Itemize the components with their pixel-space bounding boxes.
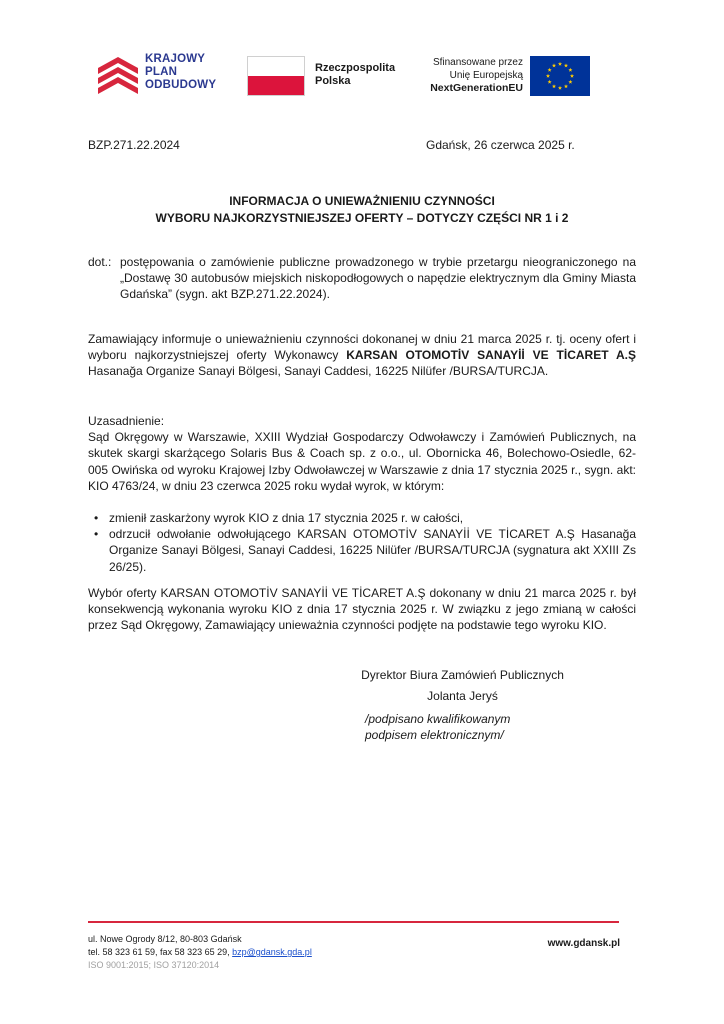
title-line-1: INFORMACJA O UNIEWAŻNIENIU CZYNNOŚCI xyxy=(229,194,495,208)
footer-contact xyxy=(88,933,312,972)
reference-number: BZP.271.22.2024 xyxy=(88,138,180,152)
signature-note xyxy=(365,711,510,743)
kpo-emblem-icon xyxy=(98,54,144,100)
polish-flag-icon xyxy=(247,56,305,96)
footer-address: ul. Nowe Ogrody 8/12, 80-803 Gdańsk xyxy=(88,934,242,944)
signature-note-line-1: /podpisano kwalifikowanym xyxy=(365,712,511,726)
kpo-line-1: KRAJOWY xyxy=(145,53,206,65)
eu-line-2: Unię Europejską xyxy=(449,70,523,81)
eu-flag-icon xyxy=(530,56,590,96)
subject-text: postępowania o zamówienie publiczne prowadzonego w trybie przetargu nieograniczonego na „Dostawę 30 autobusów miejskich niskopodłogowych o napędzie elektrycznym dla Gminy Miasta Gdańska” (sygn. akt BZP.271.22.2024). xyxy=(120,255,636,302)
kpo-wordmark xyxy=(145,53,216,92)
p1-after: Hasanağa Organize Sanayi Bölgesi, Sanayi Caddesi, 16225 Nilüfer /BURSA/TURCJA. xyxy=(88,364,549,379)
footer-email-link[interactable]: bzp@gdansk.gda.pl xyxy=(232,947,312,957)
signature-name: Jolanta Jeryś xyxy=(427,689,498,703)
justification-section xyxy=(88,413,636,494)
footer-divider xyxy=(88,921,619,923)
footer-phones: tel. 58 323 61 59, fax 58 323 65 29, xyxy=(88,947,233,957)
kpo-line-3: ODBUDOWY xyxy=(145,79,217,91)
justification-text: Sąd Okręgowy w Warszawie, XXIII Wydział Gospodarczy Odwoławczy i Zamówień Publicznych, na skutek skargi skarżącego Solaris Bus & Coach sp. z o.o., ul. Obornicka 46, Bolechowo-Osiedle, 62-005 Owińska od wyroku Krajowej Izby Odwoławczej w Warszawie z dnia 17 stycznia 2025 r., sygn. akt: KIO 4763/24, w dniu 23 czerwca 2025 roku wydał wyrok, w którym: xyxy=(88,430,636,493)
justification-label: Uzasadnienie: xyxy=(88,414,165,428)
conclusion-paragraph: Wybór oferty KARSAN OTOMOTİV SANAYİİ VE TİCARET A.Ş dokonany w dniu 21 marca 2025 r. był konsekwencją wykonania wyroku KIO z dnia 17 stycznia 2025 r. W związku z jego zmianą w całości przez Sąd Okręgowy, Zamawiający unieważnia czynności podjęte na podstawie tego wyroku KIO. xyxy=(88,586,636,633)
rp-wordmark xyxy=(315,62,395,88)
eu-line-3: NextGenerationEU xyxy=(430,82,523,94)
list-item xyxy=(88,526,636,575)
p1-company: KARSAN OTOMOTİV SANAYİİ VE TİCARET A.Ş xyxy=(346,348,636,363)
footer-iso: ISO 9001:2015; ISO 37120:2014 xyxy=(88,960,220,970)
cancellation-paragraph xyxy=(88,331,636,380)
signature-role: Dyrektor Biura Zamówień Publicznych xyxy=(361,668,564,682)
ruling-list xyxy=(88,510,636,575)
title-line-2: WYBORU NAJKORZYSTNIEJSZEJ OFERTY – DOTYCZY CZĘŚCI NR 1 i 2 xyxy=(155,211,569,225)
rp-line-1: Rzeczpospolita xyxy=(315,62,396,74)
bullet-icon: • xyxy=(94,527,99,542)
bullet-text-1: zmienił zaskarżony wyrok KIO z dnia 17 stycznia 2025 r. w całości, xyxy=(109,511,464,525)
bullet-icon: • xyxy=(94,511,99,525)
bullet-text-2: odrzucił odwołanie odwołującego KARSAN OTOMOTİV SANAYİİ VE TİCARET A.Ş Hasanağa Organize Sanayi Bölgesi, Sanayi Caddesi, 16225 Nilüfer /BURSA/TURCJA (sygnatura akt XXIII Zs 26/25). xyxy=(109,527,636,574)
rp-line-2: Polska xyxy=(315,75,351,87)
footer-phones-line xyxy=(88,946,312,959)
document-date: Gdańsk, 26 czerwca 2025 r. xyxy=(426,138,575,152)
kpo-line-2: PLAN xyxy=(145,66,178,78)
list-item xyxy=(88,510,636,526)
document-title xyxy=(88,193,636,227)
signature-note-line-2: podpisem elektronicznym/ xyxy=(365,728,504,743)
p1-before: Zamawiający informuje o unieważnieniu czynności dokonanej w dniu 21 marca 2025 r. tj. oceny ofert i wyboru najkorzystniejszej oferty Wykonawcy xyxy=(88,332,636,363)
eu-funding-text xyxy=(410,56,523,95)
eu-line-1: Sfinansowane przez xyxy=(432,57,523,68)
subject-label: dot.: xyxy=(88,255,112,269)
footer-website-link[interactable]: www.gdansk.pl xyxy=(547,938,620,949)
